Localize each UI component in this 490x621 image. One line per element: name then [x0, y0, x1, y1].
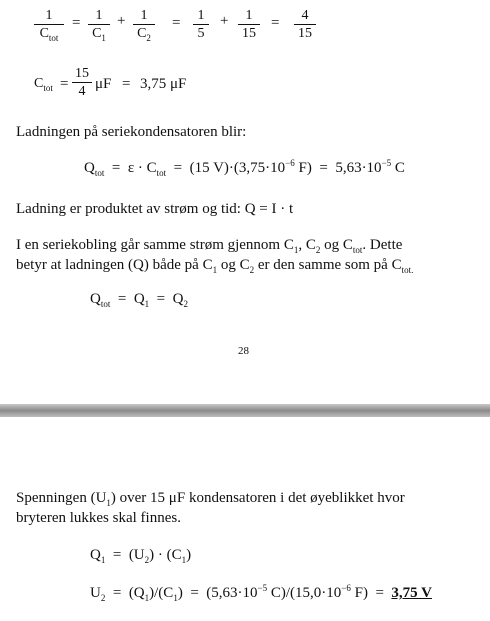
paragraph-line-1: I en seriekobling går samme strøm gjennom $C_1$, $C_2$ og $C_{tot}$. Dette [16, 237, 403, 255]
paragraph-line-2: bryteren lukkes skal finnes. [16, 510, 181, 526]
fraction-4-over-15: 4 15 [294, 8, 316, 41]
unit-uf: μF [95, 76, 112, 92]
plus-sign: + [117, 13, 126, 29]
fraction-1-over-ctot: 1 $C_{tot}$ [34, 8, 64, 41]
equals-sign: = [172, 15, 181, 31]
fraction-1-over-15: 1 15 [238, 8, 260, 41]
page-number: 28 [238, 345, 249, 357]
paragraph-spenningen [16, 488, 405, 528]
paragraph-line-1: Spenningen $(U_1)$ over 15 μF kondensatoren i det øyeblikket hvor [16, 490, 405, 508]
equals-sign: = [271, 15, 280, 31]
q1-equation: $Q_1 = (U_2) \cdot (C_1)$ [90, 547, 192, 565]
ctot-result: 3,75 μF [140, 76, 187, 92]
page-separator [0, 404, 490, 417]
text-ladning-intro: Ladningen på seriekondensatoren blir: [16, 124, 247, 140]
u2-equation: $U_2 = (Q_1)/(C_1) = (5,63\cdot 10^{-5}$ $C)/(15,0\cdot 10^{-6}$ F) = 3,75 V [90, 583, 432, 603]
paragraph-seriekobling [16, 235, 413, 275]
equals-sign: = [122, 76, 131, 92]
qtot-equality-equation: $Q_{tot} = Q_1 = Q_2$ [90, 291, 188, 309]
text-ladning-produkt: Ladning er produktet av strøm og tid: Q = I · t [16, 201, 294, 217]
equals-sign: = [60, 76, 69, 92]
plus-sign: + [220, 13, 229, 29]
answer-value: 3,75 V [391, 585, 432, 601]
fraction-1-over-5: 1 5 [193, 8, 209, 41]
fraction-1-over-c1: 1 $C_1$ [88, 8, 110, 41]
fraction-15-over-4: 15 4 [72, 66, 92, 99]
paragraph-line-2: betyr at ladningen (Q) både på $C_1$ og $C_2$ er den samme som på $C_{tot.}$ [16, 257, 414, 275]
ctot-label: $C_{tot}$ [34, 76, 53, 93]
qtot-epsilon-equation: $Q_{tot} = \varepsilon \cdot C_{tot} = (15$ $V)\cdot(3,75\cdot 10^{-6}$ $F) = 5,63\cdot 10^{-5}$ C [84, 158, 405, 178]
fraction-1-over-c2: 1 $C_2$ [133, 8, 155, 41]
equals-sign: = [72, 15, 81, 31]
